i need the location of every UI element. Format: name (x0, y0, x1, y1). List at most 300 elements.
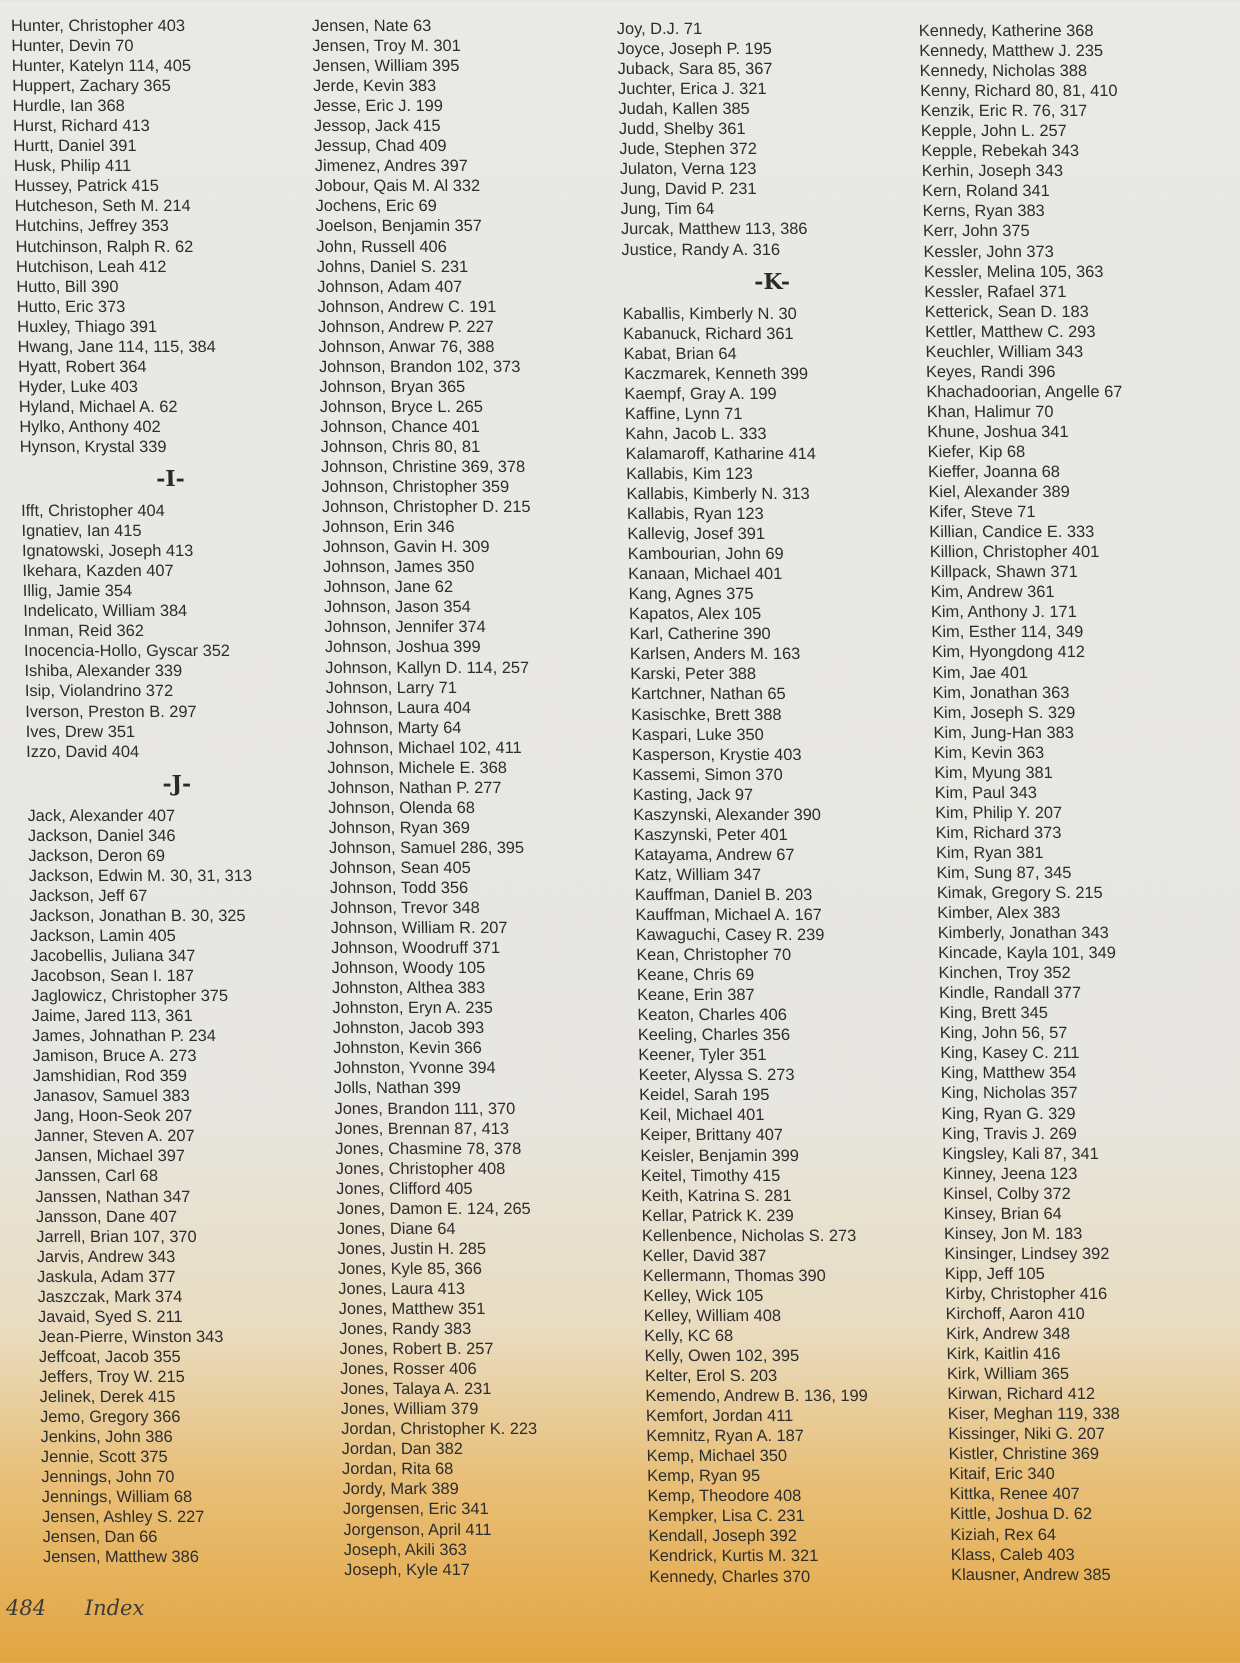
index-entry: Kim, Jonathan 363 (932, 683, 1070, 702)
index-entry: Jones, Damon E. 124, 265 (336, 1199, 531, 1218)
index-entry: Jones, Brennan 87, 413 (334, 1119, 510, 1138)
index-entry: Kepple, Rebekah 343 (921, 142, 1080, 161)
index-entry: Kim, Richard 373 (935, 823, 1062, 842)
index-entry: Johnston, Althea 383 (331, 979, 486, 998)
index-entry: Kaczmarek, Kenneth 399 (623, 364, 809, 383)
index-entry: Kartchner, Nathan 65 (630, 685, 786, 704)
index-entry: Indelicato, William 384 (23, 602, 188, 621)
index-entry: Jochens, Eric 69 (315, 197, 437, 216)
index-entry: Kaspari, Luke 350 (631, 725, 764, 744)
index-entry: Karski, Peter 388 (630, 665, 757, 684)
index-entry: Jacobson, Sean I. 187 (30, 967, 195, 986)
index-entry: Jones, Justin H. 285 (337, 1239, 487, 1258)
index-entry: Kepple, John L. 257 (920, 122, 1067, 141)
index-entry: Keith, Katrina S. 281 (641, 1186, 792, 1205)
index-entry: Hunter, Katelyn 114, 405 (11, 57, 192, 76)
index-entry: Kahn, Jacob L. 333 (625, 424, 767, 443)
index-entry: Hwang, Jane 114, 115, 384 (17, 337, 216, 356)
index-entry: Ignatiev, Ian 415 (21, 522, 142, 541)
index-entry: Hurst, Richard 413 (12, 117, 150, 136)
index-entry: Kingsley, Kali 87, 341 (942, 1144, 1099, 1163)
index-entry: Kimberly, Jonathan 343 (937, 924, 1109, 943)
index-entry: Jackson, Lamin 405 (29, 926, 176, 945)
index-entry: Kissinger, Niki G. 207 (948, 1425, 1106, 1444)
index-entry: Kabanuck, Richard 361 (622, 324, 794, 343)
index-entry: Jensen, Ashley S. 227 (42, 1508, 205, 1527)
index-entry: Johnson, Chance 401 (320, 417, 480, 436)
index-entry: Jurcak, Matthew 113, 386 (620, 220, 808, 239)
index-entry: Inman, Reid 362 (23, 622, 145, 641)
index-entry: Jones, Robert B. 257 (339, 1340, 494, 1359)
index-entry: Kemp, Theodore 408 (647, 1487, 802, 1506)
index-entry: Kim, Joseph S. 329 (932, 703, 1076, 722)
index-entry: Khachadoorian, Angelle 67 (926, 382, 1123, 401)
index-entry: Illig, Jamie 354 (22, 582, 133, 601)
index-entry: Kinsinger, Lindsey 392 (944, 1244, 1110, 1263)
index-entry: Kean, Christopher 70 (636, 946, 792, 965)
index-entry: Ishiba, Alexander 339 (24, 662, 183, 681)
index-entry: Kemp, Ryan 95 (646, 1467, 761, 1486)
index-entry: Jimenez, Andres 397 (314, 157, 469, 176)
index-entry: Johnson, Brandon 102, 373 (318, 357, 521, 376)
index-entry: Johnson, Woody 105 (331, 959, 486, 978)
index-entry: Hutchins, Jeffrey 353 (14, 217, 170, 236)
index-entry: Jones, Christopher 408 (335, 1159, 506, 1178)
index-entry: Janssen, Carl 68 (34, 1167, 159, 1186)
index-entry: Ives, Drew 351 (25, 722, 136, 741)
index-entry: Jaszczak, Mark 374 (37, 1287, 183, 1306)
index-entry: Kitaif, Eric 340 (948, 1465, 1055, 1484)
index-entry: Kinsel, Colby 372 (942, 1184, 1071, 1203)
index-entry: Johnson, Chris 80, 81 (320, 437, 481, 456)
index-entry: Hutto, Eric 373 (16, 297, 126, 316)
index-entry: Javaid, Syed S. 211 (37, 1307, 183, 1326)
section-letter-heading: -K- (753, 268, 791, 295)
index-entry: Johnson, Jane 62 (323, 578, 454, 597)
index-column-1 (11, 16, 343, 1567)
index-entry: Kim, Paul 343 (934, 783, 1038, 802)
index-entry: Kemnitz, Ryan A. 187 (646, 1427, 805, 1446)
index-entry: Johnson, Adam 407 (317, 277, 463, 296)
index-entry: Johnston, Eryn A. 235 (332, 999, 493, 1018)
index-entry: Jang, Hoon-Seok 207 (33, 1107, 193, 1126)
index-entry: Jude, Stephen 372 (619, 140, 758, 159)
section-name: Index (84, 1596, 145, 1620)
index-entry: Jerde, Kevin 383 (312, 77, 437, 96)
index-entry: Hutto, Bill 390 (16, 277, 119, 296)
index-entry: Jansen, Michael 397 (34, 1147, 186, 1166)
index-entry: Kelley, Wick 105 (643, 1286, 764, 1305)
index-entry: Kaballis, Kimberly N. 30 (622, 304, 797, 323)
index-entry: Hylko, Anthony 402 (19, 417, 161, 436)
index-entry: Hurtt, Daniel 391 (13, 137, 137, 156)
index-entry: Ifft, Christopher 404 (20, 502, 165, 521)
index-entry: Jones, Chasmine 78, 378 (335, 1139, 522, 1158)
index-entry: Kang, Agnes 375 (628, 585, 754, 604)
index-entry: Keane, Chris 69 (636, 966, 755, 985)
index-entry: Johnson, Nathan P. 277 (327, 778, 502, 797)
index-entry: Johnson, Olenda 68 (328, 798, 476, 817)
index-entry: Judah, Kallen 385 (618, 100, 750, 119)
index-entry: Kiziah, Rex 64 (950, 1525, 1057, 1544)
index-entry: Johnson, Jennifer 374 (324, 618, 486, 637)
index-entry: Kasperson, Krystie 403 (631, 745, 802, 764)
index-entry: Jones, Kyle 85, 366 (337, 1259, 483, 1278)
index-entry: Kaffine, Lynn 71 (624, 404, 743, 423)
index-entry: Ikehara, Kazden 407 (22, 562, 174, 581)
index-entry: Janasov, Samuel 383 (33, 1087, 190, 1106)
index-entry: Johnson, Bryce L. 265 (319, 397, 484, 416)
index-entry: Killpack, Shawn 371 (929, 563, 1078, 582)
index-entry: Jensen, William 395 (312, 57, 460, 76)
index-entry: Kittka, Renee 407 (949, 1485, 1080, 1504)
index-entry: Keiper, Brittany 407 (639, 1126, 784, 1145)
index-entry: Johnson, Todd 356 (329, 879, 469, 898)
index-entry: Kabat, Brian 64 (623, 344, 737, 363)
index-entry: Keyes, Randi 396 (925, 362, 1056, 381)
index-entry: Hutcheson, Seth M. 214 (14, 197, 191, 216)
index-entry: Hurdle, Ian 368 (12, 97, 125, 116)
index-entry: King, Ryan G. 329 (941, 1104, 1076, 1123)
index-entry: Kapatos, Alex 105 (628, 605, 762, 624)
index-entry: Kauffman, Daniel B. 203 (634, 885, 813, 904)
index-entry: Izzo, David 404 (25, 742, 140, 761)
index-entry: Kirwan, Richard 412 (947, 1385, 1096, 1404)
index-entry: Jesse, Eric J. 199 (313, 97, 444, 116)
index-entry: Kimber, Alex 383 (937, 904, 1061, 923)
index-entry: Kim, Philip Y. 207 (935, 803, 1063, 822)
index-entry: Jones, Talaya A. 231 (340, 1380, 492, 1399)
index-entry: Huppert, Zachary 365 (12, 77, 171, 96)
index-entry: Kellermann, Thomas 390 (642, 1266, 826, 1285)
index-entry: Kittle, Joshua D. 62 (949, 1505, 1093, 1524)
index-entry: Kinsey, Brian 64 (943, 1204, 1062, 1223)
index-entry: Jeffers, Troy W. 215 (39, 1367, 185, 1386)
index-entry: Kaszynski, Alexander 390 (633, 805, 822, 824)
index-entry: Kinsey, Jon M. 183 (943, 1224, 1083, 1243)
index-entry: Kallabis, Kim 123 (625, 464, 753, 483)
index-entry: King, Brett 345 (939, 1004, 1049, 1023)
index-entry: Jordan, Christopher K. 223 (341, 1420, 538, 1439)
index-entry: Joseph, Akili 363 (343, 1540, 467, 1559)
index-entry: Hyland, Michael A. 62 (18, 397, 178, 416)
index-entry: Hutchinson, Ralph R. 62 (15, 237, 194, 256)
index-entry: Kalamaroff, Katharine 414 (625, 444, 817, 463)
index-entry: Jennings, John 70 (41, 1468, 175, 1487)
index-entry: Jensen, Nate 63 (311, 17, 432, 35)
index-entry: Karl, Catherine 390 (629, 625, 771, 644)
index-entry: Johnston, Jacob 393 (332, 1019, 485, 1038)
index-entry: Keidel, Sarah 195 (638, 1086, 770, 1105)
index-entry: Jackson, Edwin M. 30, 31, 313 (28, 866, 253, 885)
index-entry: Jung, David P. 231 (619, 180, 757, 199)
index-entry: Johnson, Kallyn D. 114, 257 (325, 658, 530, 677)
index-entry: Johnson, William R. 207 (330, 919, 508, 938)
index-entry: Killion, Christopher 401 (929, 543, 1100, 562)
index-entry: Jenkins, John 386 (40, 1428, 173, 1447)
index-entry: Judd, Shelby 361 (618, 120, 746, 139)
index-entry: Jessop, Jack 415 (313, 117, 441, 136)
index-entry: Kallevig, Josef 391 (627, 525, 766, 544)
index-entry: Klausner, Andrew 385 (950, 1565, 1111, 1584)
index-entry: James, Johnathan P. 234 (31, 1027, 217, 1046)
index-column-4 (919, 21, 1240, 1585)
index-entry: Kifer, Steve 71 (928, 503, 1036, 522)
index-entry: Johnson, Jason 354 (323, 598, 471, 617)
index-entry: Juchter, Erica J. 321 (617, 80, 767, 99)
index-entry: Kellar, Patrick K. 239 (641, 1206, 794, 1225)
index-entry: Kim, Andrew 361 (930, 583, 1055, 602)
index-entry: Kim, Jung-Han 383 (933, 723, 1075, 742)
index-entry: Johnson, Trevor 348 (330, 899, 480, 918)
index-entry: Keener, Tyler 351 (638, 1046, 767, 1065)
index-entry: Jaime, Jared 113, 361 (31, 1007, 193, 1026)
index-entry: Husk, Philip 411 (13, 157, 132, 176)
index-entry: Kim, Jae 401 (932, 663, 1029, 682)
index-entry: Johnson, Laura 404 (325, 698, 472, 717)
index-entry: Kettler, Matthew C. 293 (924, 322, 1096, 341)
index-entry: Hunter, Christopher 403 (10, 17, 186, 35)
index-entry: Jamshidian, Rod 359 (32, 1067, 188, 1086)
index-column-3 (617, 19, 950, 1587)
index-entry: Jean-Pierre, Winston 343 (38, 1327, 224, 1346)
index-entry: Karlsen, Anders M. 163 (629, 645, 801, 664)
index-entry: Kellenbence, Nicholas S. 273 (641, 1226, 857, 1245)
index-entry: Jennie, Scott 375 (40, 1448, 168, 1467)
index-entry: Jorgensen, Eric 341 (342, 1500, 489, 1519)
index-entry: Hussey, Patrick 415 (14, 177, 160, 196)
index-entry: Jones, Brandon 111, 370 (334, 1099, 516, 1118)
index-entry: Jones, Diane 64 (336, 1219, 456, 1238)
index-entry: Jones, Matthew 351 (338, 1300, 486, 1318)
index-entry: Jansson, Dane 407 (35, 1207, 178, 1226)
index-entry: Johnson, Anwar 76, 388 (318, 337, 495, 356)
index-entry: Keaton, Charles 406 (637, 1006, 788, 1025)
section-letter-heading: -I- (155, 466, 186, 493)
index-entry: Johnson, Ryan 369 (328, 818, 471, 837)
index-entry: Kirchoff, Aaron 410 (945, 1305, 1086, 1323)
index-entry: Kennedy, Matthew J. 235 (919, 42, 1104, 61)
index-entry: Kaszynski, Peter 401 (633, 825, 788, 844)
index-entry: Keisler, Benjamin 399 (640, 1146, 800, 1165)
index-entry: Kerhin, Joseph 343 (921, 162, 1064, 181)
index-entry: Kim, Anthony J. 171 (930, 603, 1077, 622)
index-entry: Kasting, Jack 97 (632, 785, 754, 804)
page-footer (6, 1596, 144, 1620)
index-entry: Jolls, Nathan 399 (333, 1079, 461, 1098)
index-entry: Johnson, Marty 64 (326, 718, 462, 737)
index-entry: Kendrick, Kurtis M. 321 (648, 1547, 819, 1566)
index-entry: Jensen, Dan 66 (42, 1528, 158, 1547)
index-entry: Jobour, Qais M. Al 332 (315, 177, 481, 196)
index-entry: Jones, William 379 (340, 1400, 479, 1419)
index-entry: Katayama, Andrew 67 (633, 845, 795, 864)
index-entry: Joyce, Joseph P. 195 (617, 40, 773, 59)
index-entry: Jamison, Bruce A. 273 (32, 1047, 197, 1066)
index-entry: Kirk, Kaitlin 416 (946, 1345, 1061, 1364)
index-entry: Kallabis, Ryan 123 (626, 505, 764, 524)
index-entry: Johnson, Christopher D. 215 (321, 498, 531, 517)
index-entry: Jackson, Deron 69 (28, 846, 166, 865)
index-entry: Kennedy, Charles 370 (649, 1567, 811, 1586)
index-entry: Johnson, Michele E. 368 (327, 758, 508, 777)
index-entry: Johnson, Woodruff 371 (330, 939, 501, 958)
index-entry: Johnson, Christine 369, 378 (320, 458, 526, 477)
index-entry: Katz, William 347 (634, 865, 762, 884)
index-entry: Jones, Rosser 406 (339, 1360, 477, 1379)
index-entry: Keeter, Alyssa S. 273 (638, 1066, 795, 1085)
index-entry: Kasischke, Brett 388 (630, 705, 782, 724)
index-entry: Joseph, Kyle 417 (343, 1560, 471, 1579)
index-entry: Justice, Randy A. 316 (621, 240, 781, 259)
index-entry: Jack, Alexander 407 (27, 806, 176, 825)
index-entry: Jones, Laura 413 (338, 1279, 466, 1298)
index-entry: Kemendo, Andrew B. 136, 199 (645, 1387, 868, 1406)
index-entry: Kim, Kevin 363 (933, 743, 1045, 762)
index-entry: Kassemi, Simon 370 (632, 765, 783, 784)
index-entry: Jacobellis, Juliana 347 (30, 946, 196, 965)
index-entry: Kern, Roland 341 (922, 182, 1050, 201)
index-entry: Isip, Violandrino 372 (24, 682, 174, 701)
index-entry: Johnson, Larry 71 (325, 678, 458, 697)
index-entry: Kambourian, John 69 (627, 545, 784, 564)
index-entry: Kerns, Ryan 383 (922, 202, 1045, 221)
index-entry: Jeffcoat, Jacob 355 (38, 1347, 181, 1366)
index-entry: Hyatt, Robert 364 (17, 357, 147, 376)
index-entry: Killian, Candice E. 333 (929, 523, 1095, 542)
index-entry: Kelley, William 408 (643, 1306, 782, 1325)
index-entry: Kim, Hyongdong 412 (931, 643, 1086, 662)
index-entry: Jensen, Matthew 386 (42, 1548, 200, 1567)
index-entry: Johnson, Michael 102, 411 (326, 738, 522, 757)
index-entry: Kirk, William 365 (946, 1365, 1070, 1384)
index-entry: Inocencia-Hollo, Gyscar 352 (23, 642, 231, 661)
index-entry: Klass, Caleb 403 (950, 1545, 1075, 1564)
index-entry: Hunter, Devin 70 (11, 37, 134, 56)
index-entry: Jordan, Dan 382 (341, 1440, 464, 1459)
index-entry: Kimak, Gregory S. 215 (936, 884, 1103, 903)
index-entry: Khan, Halimur 70 (926, 402, 1054, 421)
index-entry: Johnson, Gavin H. 309 (322, 538, 490, 557)
index-entry: Kendall, Joseph 392 (648, 1527, 798, 1546)
index-entry: Janssen, Nathan 347 (35, 1187, 191, 1206)
index-entry: Julaton, Verna 123 (619, 160, 757, 179)
index-entry: Juback, Sara 85, 367 (617, 60, 773, 79)
index-entry: Jaskula, Adam 377 (36, 1267, 176, 1286)
index-entry: Johnson, Bryan 365 (319, 377, 466, 396)
index-entry: Kelly, Owen 102, 395 (644, 1347, 800, 1365)
index-entry: Kerr, John 375 (922, 222, 1030, 241)
index-entry: Kennedy, Nicholas 388 (919, 62, 1088, 81)
index-entry: John, Russell 406 (316, 237, 447, 256)
index-entry: King, Travis J. 269 (941, 1124, 1077, 1143)
index-entry: Keitel, Timothy 415 (640, 1166, 781, 1185)
index-entry: Johnson, Samuel 286, 395 (328, 838, 525, 857)
index-entry: Kallabis, Kimberly N. 313 (626, 484, 810, 503)
index-entry: Kanaan, Michael 401 (628, 565, 783, 584)
index-entry: King, Kasey C. 211 (940, 1044, 1080, 1063)
index-entry: Johnson, Erin 346 (322, 518, 455, 537)
index-entry: Kim, Sung 87, 345 (936, 863, 1072, 882)
index-entry: Kempker, Lisa C. 231 (647, 1507, 805, 1526)
index-entry: Kauffman, Michael A. 167 (635, 905, 823, 924)
index-entry: Kessler, John 373 (923, 242, 1054, 261)
index-entry: Kieffer, Joanna 68 (927, 463, 1061, 482)
index-entry: Kaempf, Gray A. 199 (624, 384, 777, 403)
index-entry: Jessup, Chad 409 (314, 137, 447, 156)
index-entry: Kim, Myung 381 (934, 763, 1053, 782)
index-entry: Jung, Tim 64 (620, 200, 715, 219)
index-entry: Johnson, Andrew P. 227 (317, 317, 494, 336)
index-entry: Keuchler, William 343 (925, 342, 1084, 361)
index-entry: Jackson, Jeff 67 (28, 886, 148, 905)
index-entry: Johns, Daniel S. 231 (316, 257, 469, 276)
index-entry: Kirby, Christopher 416 (945, 1284, 1108, 1303)
index-entry: Kiefer, Kip 68 (927, 442, 1026, 461)
index-entry: Kawaguchi, Casey R. 239 (635, 926, 825, 945)
index-entry: Ketterick, Sean D. 183 (924, 302, 1089, 321)
index-entry: Keeling, Charles 356 (637, 1026, 791, 1045)
index-entry: Jorgenson, April 411 (343, 1520, 492, 1539)
index-entry: Jackson, Jonathan B. 30, 325 (29, 906, 246, 925)
index-entry: Keller, David 387 (642, 1246, 767, 1265)
index-entry: Kessler, Melina 105, 363 (923, 262, 1104, 281)
index-entry: Joy, D.J. 71 (616, 20, 703, 38)
index-entry: Kinney, Jeena 123 (942, 1164, 1078, 1183)
index-entry: Keil, Michael 401 (639, 1106, 765, 1125)
index-entry: Kipp, Jeff 105 (944, 1264, 1045, 1283)
index-entry: King, John 56, 57 (939, 1024, 1068, 1043)
index-entry: Kistler, Christine 369 (948, 1445, 1100, 1464)
index-entry: Johnson, Joshua 399 (324, 638, 481, 657)
index-entry: Iverson, Preston B. 297 (25, 702, 197, 721)
index-entry: Hutchison, Leah 412 (15, 257, 167, 276)
index-entry: Jones, Randy 383 (338, 1320, 472, 1339)
index-entry: Jordan, Rita 68 (341, 1460, 454, 1479)
index-entry: Khune, Joshua 341 (927, 422, 1069, 441)
index-entry: Kenny, Richard 80, 81, 410 (919, 82, 1118, 101)
index-entry: Kessler, Rafael 371 (924, 282, 1067, 301)
index-entry: Kirk, Andrew 348 (945, 1325, 1071, 1344)
index-entry: Kelter, Erol S. 203 (644, 1367, 778, 1386)
index-entry: Johnston, Kevin 366 (333, 1039, 482, 1058)
index-entry: Jemo, Gregory 366 (39, 1408, 181, 1427)
index-entry: Kelly, KC 68 (643, 1326, 734, 1345)
index-entry: Kiel, Alexander 389 (928, 483, 1070, 502)
section-letter-heading: -J- (162, 770, 192, 797)
index-entry: Jennings, William 68 (41, 1488, 193, 1507)
index-entry: Hynson, Krystal 339 (19, 437, 167, 456)
index-entry: Kincade, Kayla 101, 349 (937, 944, 1117, 963)
index-column-2 (312, 16, 645, 1580)
index-entry: King, Nicholas 357 (940, 1084, 1078, 1103)
index-entry: Kemfort, Jordan 411 (645, 1407, 794, 1426)
index-entry: Huxley, Thiago 391 (17, 317, 158, 336)
index-entry: Joelson, Benjamin 357 (315, 217, 483, 236)
index-entry: Jarvis, Andrew 343 (36, 1247, 176, 1266)
page-number: 484 (6, 1596, 47, 1620)
index-entry: Johnson, Andrew C. 191 (317, 297, 497, 316)
index-entry: Kim, Ryan 381 (935, 843, 1044, 862)
index-entry: Kiser, Meghan 119, 338 (947, 1405, 1120, 1424)
index-entry: Kemp, Michael 350 (646, 1447, 788, 1466)
index-entry: Kindle, Randall 377 (938, 984, 1082, 1003)
index-entry: Keane, Erin 387 (636, 986, 755, 1005)
index-entry: Johnson, Christopher 359 (321, 478, 510, 497)
index-entry: Jordy, Mark 389 (342, 1480, 459, 1499)
index-entry: Jarrell, Brian 107, 370 (36, 1227, 197, 1246)
index-entry: Ignatowski, Joseph 413 (21, 542, 194, 561)
